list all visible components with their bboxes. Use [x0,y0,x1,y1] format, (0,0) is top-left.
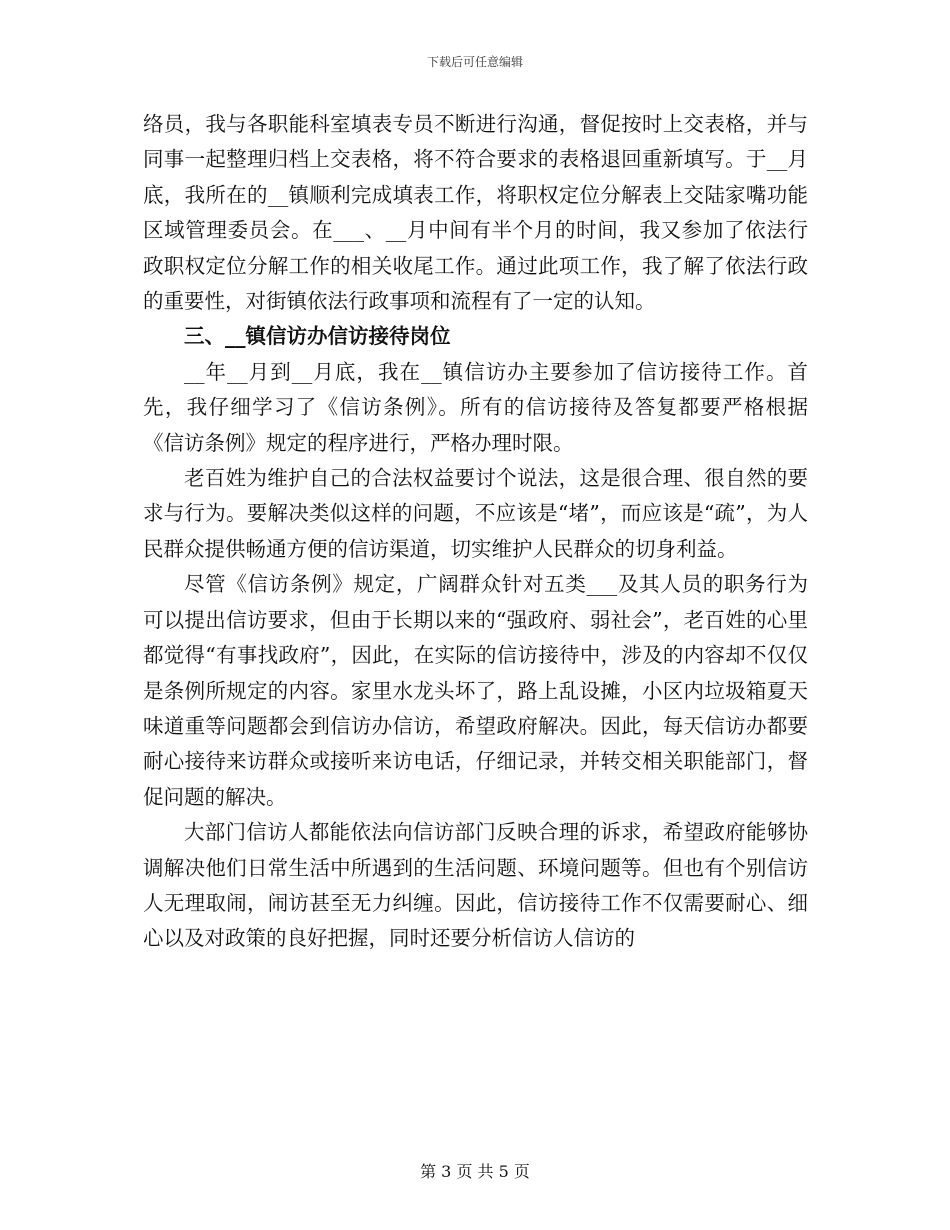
paragraph: 老百姓为维护自己的合法权益要讨个说法，这是很合理、很自然的要求与行为。要解决类似这样的问题，不应该是“堵”，而应该是“疏”，为人民群众提供畅通方便的信访渠道，切实维护人民群众的切身利益。 [143,466,808,561]
document-body [143,107,808,957]
paragraph: 尽管《信访条例》规定，广阔群众针对五类___及其人员的职务行为可以提出信访要求，但由于长期以来的“强政府、弱社会”，老百姓的心里都觉得“有事找政府”，因此，在实际的信访接待中，涉及的内容却不仅仅是条例所规定的内容。家里水龙头坏了，路上乱设摊，小区内垃圾箱夏天味道重等问题都会到信访办信访，希望政府解决。因此，每天信访办都要耐心接待来访群众或接听来访电话，仔细记录，并转交相关职能部门，督促问题的解决。 [143,572,808,809]
paragraph: __年__月到__月底，我在__镇信访办主要参加了信访接待工作。首先，我仔细学习了《信访条例》。所有的信访接待及答复都要严格根据《信访条例》规定的程序进行，严格办理时限。 [143,359,808,455]
page-number: 第 3 页 共 5 页 [420,1162,530,1181]
paragraph-continued: 络员，我与各职能科室填表专员不断进行沟通，督促按时上交表格，并与同事一起整理归档上交表格，将不符合要求的表格退回重新填写。于__月底，我所在的__镇顺利完成填表工作，将职权定位分解表上交陆家嘴功能区域管理委员会。在___、__月中间有半个月的时间，我又参加了依法行政职权定位分解工作的相关收尾工作。通过此项工作，我了解了依法行政的重要性，对街镇依法行政事项和流程有了一定的认知。 [143,112,808,314]
section-heading: 三、__镇信访办信访接待岗位 [184,324,451,349]
paragraph: 大部门信访人都能依法向信访部门反映合理的诉求，希望政府能够协调解决他们日常生活中所遇到的生活问题、环境问题等。但也有个别信访人无理取闹，闹访甚至无力纠缠。因此，信访接待工作不仅需要耐心、细心以及对政策的良好把握，同时还要分析信访人信访的 [143,820,808,951]
page-header-note: 下载后可任意编辑 [426,55,523,69]
